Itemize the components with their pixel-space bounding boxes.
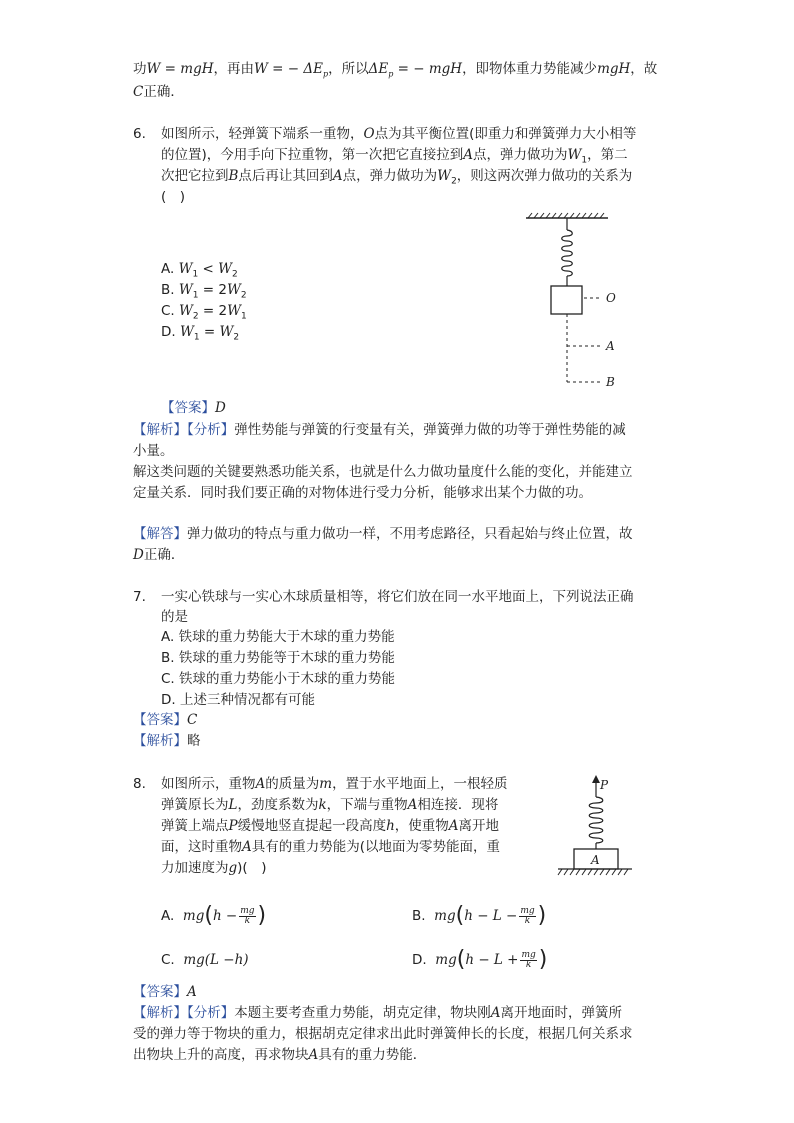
text: 具有的重力势能为(以地面为零势能面，重 [251,839,501,855]
var: A [490,1005,501,1021]
spring-coil [562,230,573,276]
option-text: 上述三种情况都有可能 [179,692,315,708]
coef: 2 [218,282,227,298]
var: h [386,818,395,834]
q8-line-2 [161,795,498,815]
var: W [178,282,193,298]
q8-line-5 [161,858,266,878]
var: O [363,126,375,142]
q7-line-2: 的是 [161,609,188,625]
denominator: k [244,915,251,926]
text: 具有的重力势能． [318,1047,427,1063]
coef: 2 [218,303,228,319]
numerator: mg [520,905,535,916]
option-label: B. [161,650,175,666]
var: A [448,818,459,834]
denominator: k [525,959,532,970]
q6-answer [161,398,226,418]
q6-solution-1 [133,524,633,544]
analysis-tag: 【解析】 [133,733,187,749]
text: 点，弹力做功为 [473,147,568,163]
subscript: 2 [451,176,457,187]
var: A [407,797,418,813]
q8-number: 8. [133,776,146,792]
option-label: C. [161,671,175,687]
var: W [179,303,193,319]
formula: mg [182,908,205,924]
formula: ΔE [368,61,389,77]
q8-option-a: A. mg(h − $\frac{mg}{k}$ ) [161,903,267,928]
q8-analysis-3 [133,1045,426,1065]
var: k [318,797,327,813]
label-a: A [591,853,600,867]
formula: W = − ΔE [254,61,323,77]
text: ，则这两次弹力做功的关系为 [456,168,633,184]
formula: h − [212,908,238,924]
text: 相连接．现将 [417,797,499,813]
text: 离开地面时，弹簧所 [500,1005,622,1021]
var: m [319,776,333,792]
option-text: 铁球的重力势能等于木球的重力势能 [178,650,395,666]
q8-line-1 [161,774,508,794]
text: 弹力做功的特点与重力做功一样，不用考虑路径，只看起始与终止位置，故 [187,526,633,542]
option-label: A. [161,261,175,277]
text: 略 [187,733,201,749]
text: 点，弹力做功为 [342,168,438,184]
text: 力加速度为 [161,860,229,876]
formula: mgH [597,61,631,77]
operator: < [198,261,219,277]
q8-analysis-2: 受的弹力等于物块的重力，根据胡克定律求出此时弹簧伸长的长度，根据几何关系求 [133,1026,633,1042]
q8-option-c [161,950,249,970]
q6-analysis-1 [133,420,626,440]
option-label: D. [412,952,427,968]
var: W [226,282,241,298]
label-p: P [600,778,609,792]
q6-analysis-3: 解这类问题的关键要熟悉功能关系，也就是什么力做功量度什么能的变化，并能建立 [133,464,633,480]
var: A [332,168,343,184]
subscript: 1 [581,155,588,166]
text: 弹性势能与弹簧的行变量有关，弹簧弹力做的功等于弹性势能的减 [234,422,626,438]
formula: = − mgH [393,61,463,77]
text: ，使重物 [394,818,449,834]
numerator: mg [240,905,255,916]
option-label: A. [161,629,175,645]
q7-option-c [161,669,395,689]
option-label: D. [161,324,176,340]
text: 离开地 [458,818,500,834]
text: 如图所示，重物 [161,776,256,792]
var: W [227,303,242,319]
var: g [228,860,238,876]
operator: = [199,324,220,340]
formula: h − L + [465,952,519,968]
text: ，置于水平地面上，一根轻质 [332,776,508,792]
var: P [228,818,238,834]
numerator: mg [521,949,536,960]
subscript: 2 [233,332,240,343]
answer-tag: 【答案】 [161,400,215,416]
var: A [255,776,266,792]
var: W [218,261,233,277]
option-label: C. [161,952,175,968]
var: A [242,839,252,855]
weight-block [551,286,582,314]
q8-line-3 [161,816,499,836]
option-text: 铁球的重力势能小于木球的重力势能 [179,671,396,687]
subscript: 2 [232,269,238,280]
subscript: 1 [241,311,247,322]
label-o: O [606,291,616,305]
text: 面，这时重物 [161,839,242,855]
q8-analysis-1 [133,1003,622,1023]
formula: W = mgH [146,61,214,77]
fraction [239,907,255,926]
option-label: C. [161,303,175,319]
formula: mg [434,908,456,924]
text: 缓慢地竖直提起一段高度 [237,818,387,834]
var: A [308,1047,319,1063]
option-label: D. [161,692,176,708]
q6-analysis-2: 小量。 [133,443,174,459]
analysis-tag: 【解析】【分析】 [133,1005,235,1021]
subscript: 2 [240,290,247,301]
q6-analysis-4: 定量关系．同时我们要正确的对物体进行受力分析，能够求出某个力做的功。 [133,485,592,501]
answer-tag: 【答案】 [133,984,187,1000]
q6-number: 6. [133,126,146,142]
text: 本题主要考查重力势能，胡克定律，物块刚 [234,1005,491,1021]
arrow-head-icon [592,775,600,783]
intro-line-2 [133,82,184,102]
text: ，故 [630,61,658,77]
var: W [178,261,193,277]
text: )( ) [237,860,267,876]
q6-solution-2 [133,545,184,565]
q7-option-a [161,627,395,647]
option-label: B. [161,282,175,298]
operator: = [198,282,219,298]
answer-value: D [215,400,226,416]
q8-option-b: B. mg(h − L − $\frac{mg}{k}$ ) [412,903,547,928]
formula: h − L − [464,908,518,924]
option-label: B. [412,908,426,924]
text: 出物块上升的高度，再求物块 [133,1047,309,1063]
q7-line-1: 一实心铁球与一实心木球质量相等，将它们放在同一水平地面上，下列说法正确 [161,589,634,605]
q7-number: 7. [133,589,146,605]
text: ，劲度系数为 [237,797,319,813]
q8-line-4 [161,837,500,857]
var: L [228,797,238,813]
var: A [463,147,474,163]
text: 正确． [143,547,185,563]
analysis-tag: 【解析】【分析】 [133,422,235,438]
subscript: p [322,69,329,79]
q6-line-1 [161,124,636,144]
text: 的位置)，今用手向下拉重物，第一次把它直接拉到 [161,147,464,163]
fraction [520,951,536,970]
solution-tag: 【解答】 [133,526,187,542]
text: ，所以 [328,61,369,77]
text: 正确． [143,84,184,100]
option-label: A. [161,908,175,924]
q6-line-3 [161,166,632,192]
ground-hatch [558,869,628,875]
text: ，即物体重力势能减少 [462,61,598,77]
text: 功 [133,61,147,77]
text: 点为其平衡位置(即重力和弹簧弹力大小相等 [374,126,637,142]
fraction [519,907,535,926]
var: W [179,324,194,340]
spring-coil [589,797,603,843]
var: B [228,168,239,184]
q8-spring-figure [556,775,636,877]
option-text: 铁球的重力势能大于木球的重力势能 [178,629,395,645]
text: 的质量为 [265,776,320,792]
text: ，再由 [213,61,254,77]
q7-answer [133,710,197,730]
answer-tag: 【答案】 [133,712,187,728]
q7-analysis [133,731,201,751]
q8-option-d: D. mg(h − L + $\frac{mg}{k}$ ) [412,947,548,972]
q6-spring-figure [520,212,640,392]
denominator: k [524,915,531,926]
label-b: B [606,375,615,389]
subscript: 1 [193,332,200,343]
q7-option-d [161,690,315,710]
text: ，下端与重物 [326,797,408,813]
option-var: C [133,84,144,100]
q6-line-4: ( ) [161,189,186,205]
answer-value: A [187,984,197,1000]
var: W [437,168,452,184]
formula: mg(L −h) [183,952,249,968]
subscript: 1 [192,290,199,301]
label-a: A [606,339,615,353]
operator: = [198,303,219,319]
q7-option-b [161,648,395,668]
intro-line-1 [133,59,657,85]
text: 点后再让其回到 [238,168,333,184]
subscript: p [388,69,394,79]
text: 次把它拉到 [161,168,229,184]
text: ，第二 [587,147,628,163]
subscript: 1 [192,269,199,280]
formula: mg [435,952,457,968]
text: 如图所示，轻弹簧下端系一重物， [161,126,364,142]
var: D [133,547,144,563]
answer-value: C [187,712,198,728]
subscript: 2 [192,311,199,322]
q8-answer [133,982,197,1002]
var: W [219,324,234,340]
text: 弹簧上端点 [161,818,229,834]
q6-option-d [161,322,239,348]
text: 弹簧原长为 [161,797,229,813]
var: W [567,147,582,163]
